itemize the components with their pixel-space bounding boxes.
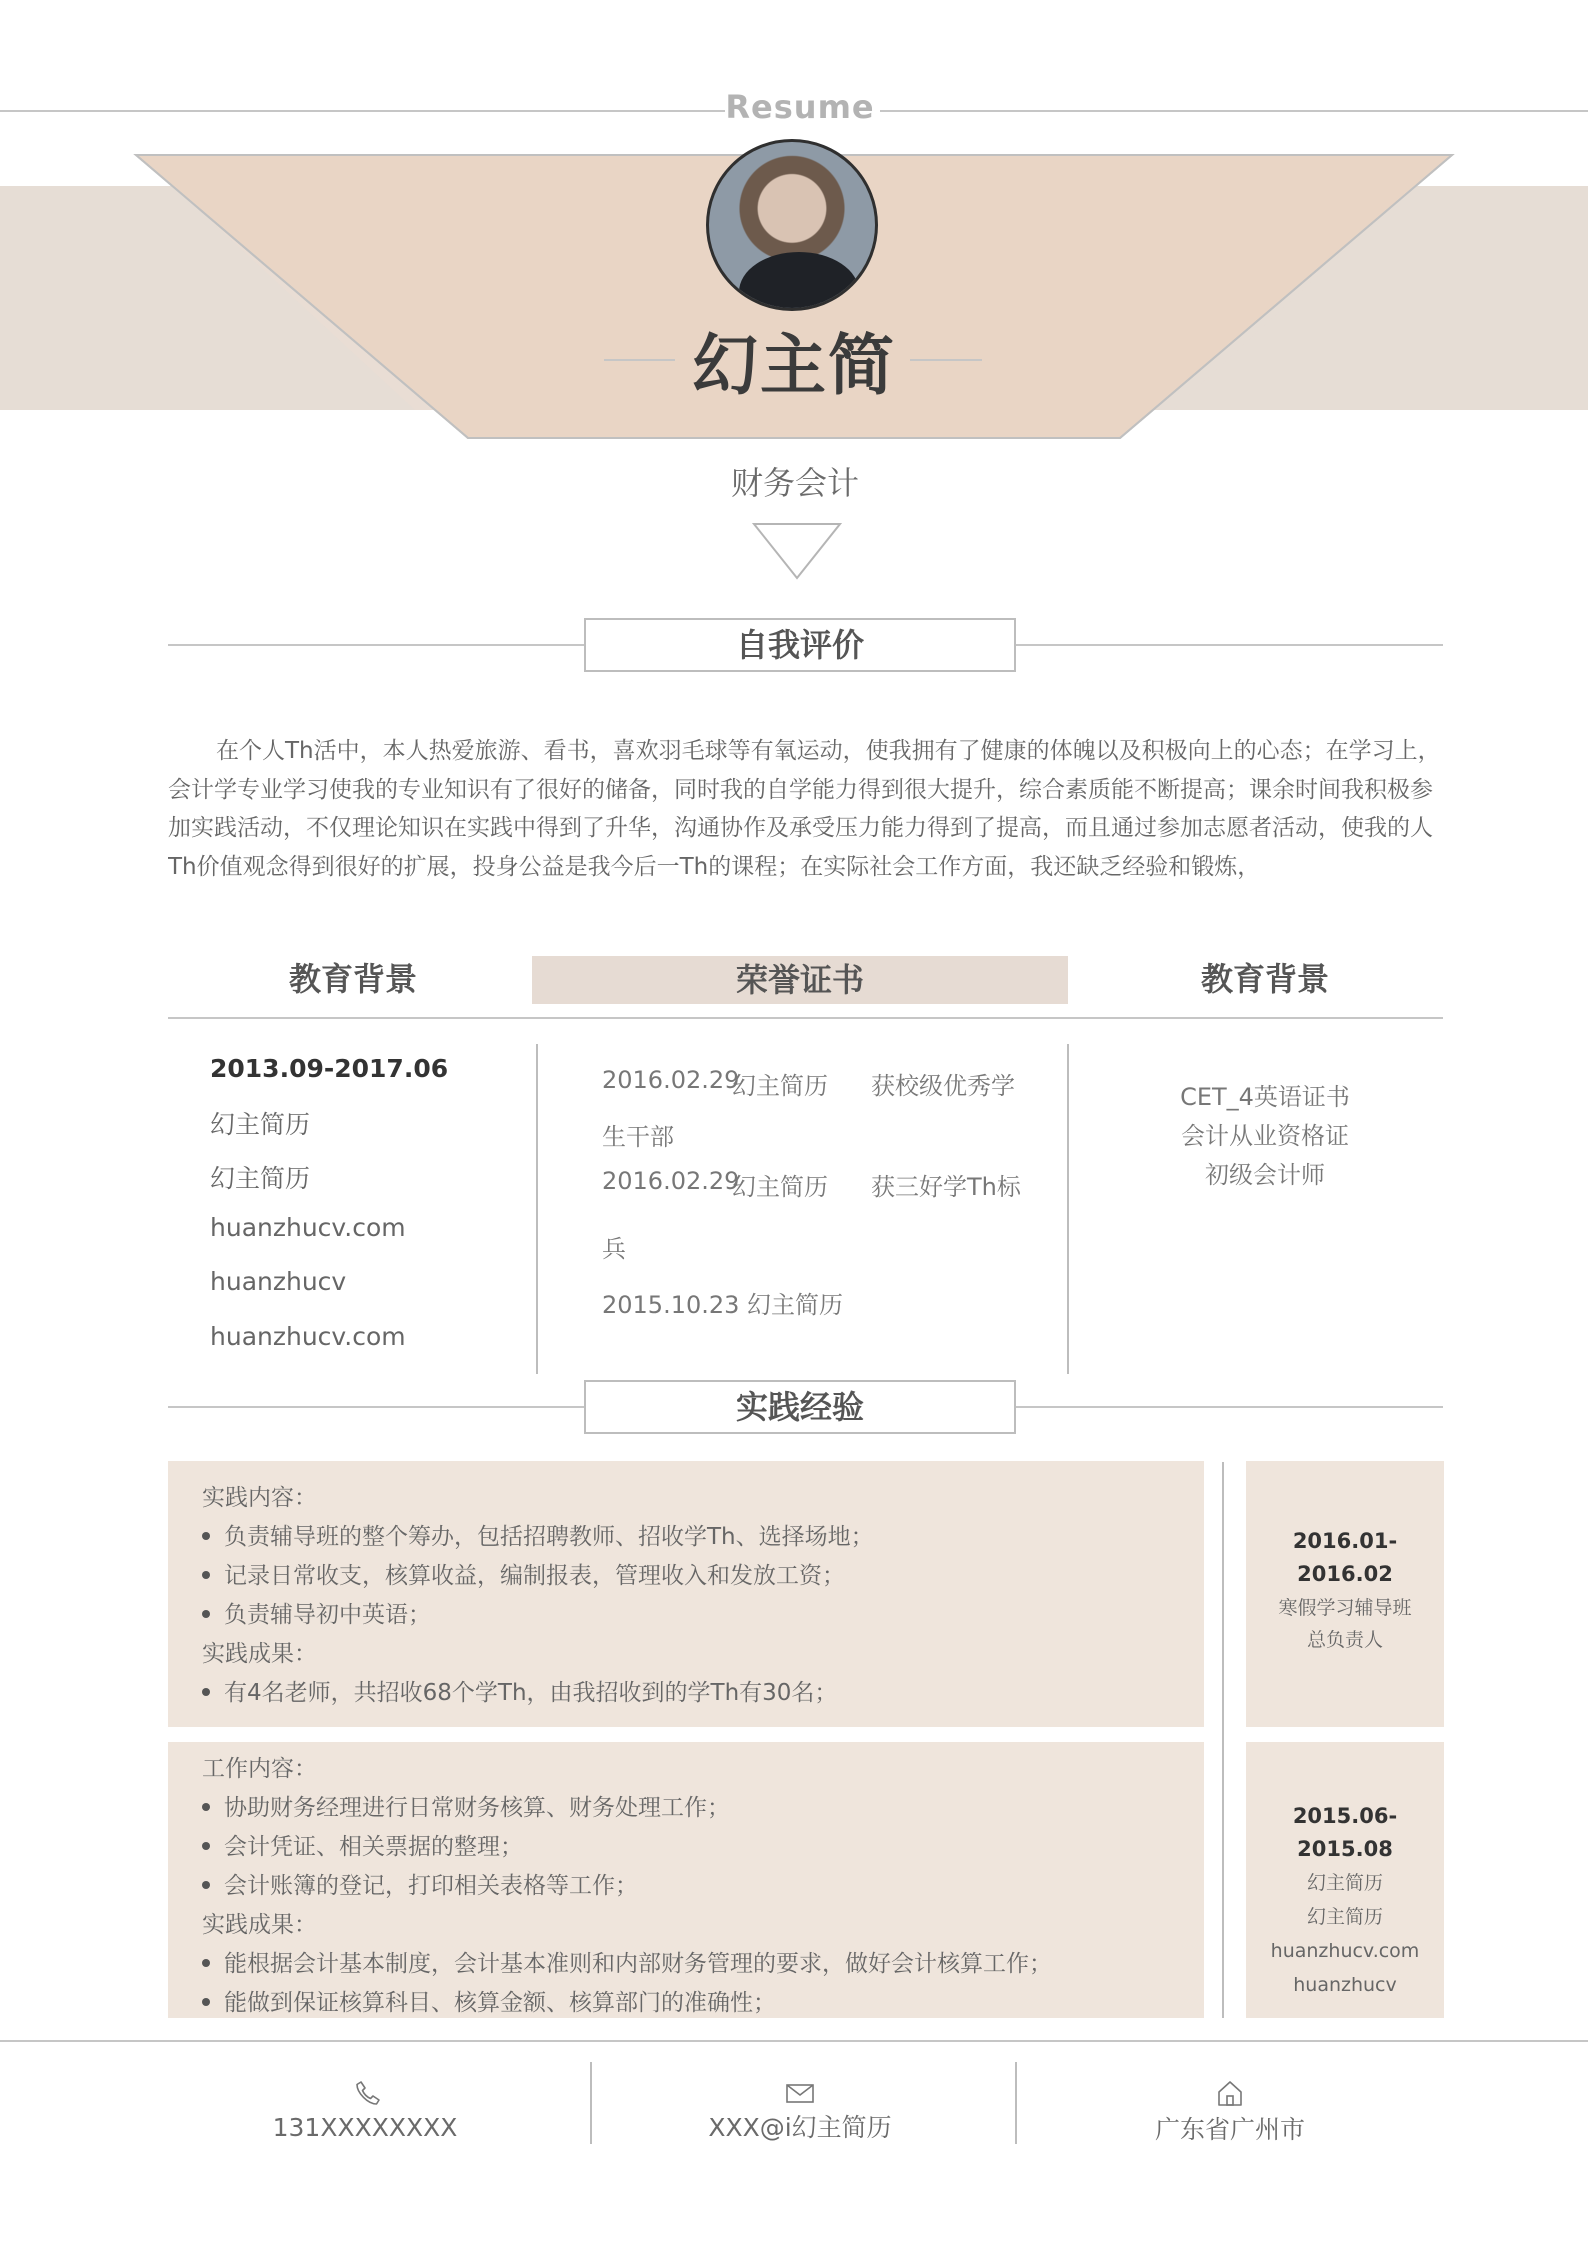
practice-detail: 幻主简历 (1306, 1872, 1383, 1894)
bullet-dot (202, 1842, 210, 1850)
bullet-dot (202, 1532, 210, 1540)
practice-bullet: 记录日常收支，核算收益，编制报表，管理收入和发放工资； (202, 1557, 845, 1590)
practice-entry-2 (168, 1742, 1204, 2018)
bullet-dot (202, 1803, 210, 1811)
footer-divider-2 (1015, 2062, 1017, 2144)
honor-award: 获三好学Th标 (871, 1173, 1021, 1201)
avatar (706, 139, 878, 311)
practice-detail: 幻主简历 (1306, 1906, 1383, 1928)
practice-role: 寒假学习辅导班 (1278, 1597, 1412, 1619)
certificate-item: CET_4英语证书 (1180, 1083, 1350, 1111)
education-date: 2013.09-2017.06 (210, 1054, 449, 1083)
practice-heading: 实践经验 (584, 1380, 1016, 1434)
certificate-list (1100, 1078, 1430, 1195)
honors-heading: 荣誉证书 (532, 956, 1068, 1004)
practice-bullet: 会计凭证、相关票据的整理； (202, 1828, 523, 1861)
mail-icon (784, 2077, 816, 2109)
honor-award: 获校级优秀学 (871, 1072, 1015, 1100)
practice-entry-1 (168, 1461, 1204, 1727)
education-item: 幻主简历 (210, 1110, 311, 1139)
home-icon (1214, 2077, 1246, 2109)
honor-date: 2016.02.29 (602, 1167, 740, 1195)
self-eval-text: 在个人Th活中，本人热爱旅游、看书，喜欢羽毛球等有氧运动，使我拥有了健康的体魄以及积极向上的心态；在学习上，会计学专业学习使我的专业知识有了很好的储备，同时我的自学能力得到很大提升，综合素质能不断提高；课余时间我积极参加实践活动，不仅理论知识在实践中得到了升华，沟通协作及承受压力能力得到了提高，而且通过参加志愿者活动，使我的人Th价值观念得到很好的扩展，投身公益是我今后一Th的课程；在实际社会工作方面，我还缺乏经验和锻炼， (168, 738, 1441, 880)
education-item: huanzhucv (210, 1267, 347, 1296)
education-item: huanzhucv.com (210, 1213, 406, 1242)
column-divider-1 (536, 1044, 538, 1374)
job-title: 财务会计 (730, 464, 859, 502)
self-eval-heading: 自我评价 (584, 618, 1016, 672)
columns-rule (168, 1017, 1443, 1019)
resume-label: Resume (725, 88, 875, 126)
address: 广东省广州市 (1154, 2115, 1305, 2144)
honor-org: 幻主简历 (732, 1173, 828, 1201)
bullet-dot (202, 1571, 210, 1579)
practice-bullet: 负责辅导初中英语； (202, 1596, 431, 1629)
honor-continued: 兵 (602, 1235, 626, 1263)
practice-date: 2016.01- (1292, 1529, 1398, 1553)
practice-line: 实践成果： (202, 1641, 317, 1667)
bullet-dot (202, 1881, 210, 1889)
column-divider-2 (1067, 1044, 1069, 1374)
practice-side-2 (1246, 1742, 1444, 2018)
bullet-dot (202, 1998, 210, 2006)
practice-bullet: 有4名老师，共招收68个学Th，由我招收到的学Th有30名； (202, 1674, 837, 1707)
practice-date: 2016.02 (1297, 1562, 1393, 1586)
footer-rule (0, 2040, 1588, 2042)
bullet-dot (202, 1959, 210, 1967)
person-name: 幻主简 (692, 327, 896, 404)
practice-bullet: 负责辅导班的整个筹办，包括招聘教师、招收学Th、选择场地； (202, 1518, 874, 1551)
honor-entry: 2015.10.23 幻主简历 (602, 1291, 844, 1319)
practice-bullet: 能根据会计基本制度，会计基本准则和内部财务管理的要求，做好会计核算工作； (202, 1945, 1052, 1978)
practice-detail: huanzhucv (1293, 1974, 1397, 1996)
certificate-item: 会计从业资格证 (1181, 1122, 1349, 1150)
email-address[interactable]: XXX@i幻主简历 (708, 2113, 892, 2142)
honor-org: 幻主简历 (732, 1072, 828, 1100)
practice-bullet: 会计账簿的登记，打印相关表格等工作； (202, 1867, 638, 1900)
education-item: 幻主简历 (210, 1164, 311, 1193)
practice-line: 实践成果： (202, 1912, 317, 1938)
bullet-dot (202, 1610, 210, 1618)
practice-line: 工作内容： (202, 1756, 317, 1782)
practice-date: 2015.06- (1292, 1804, 1398, 1828)
phone-icon (352, 2077, 384, 2109)
practice-role: 总负责人 (1306, 1629, 1383, 1651)
practice-line: 实践内容： (202, 1485, 317, 1511)
practice-side-1 (1246, 1461, 1444, 1727)
certificate-item: 初级会计师 (1205, 1161, 1325, 1189)
phone-number[interactable]: 131XXXXXXXX (272, 2113, 458, 2142)
practice-bullet: 能做到保证核算科目、核算金额、核算部门的准确性； (202, 1984, 776, 2017)
education-item: huanzhucv.com (210, 1322, 406, 1351)
practice-divider (1222, 1462, 1224, 2018)
honor-date: 2016.02.29 (602, 1066, 740, 1094)
down-triangle-icon (752, 522, 842, 582)
practice-bullet: 协助财务经理进行日常财务核算、财务处理工作； (202, 1789, 730, 1822)
practice-detail: huanzhucv.com (1270, 1940, 1420, 1962)
education-heading: 教育背景 (288, 960, 417, 998)
practice-date: 2015.08 (1297, 1837, 1393, 1861)
honor-continued: 生干部 (602, 1123, 674, 1151)
footer-divider-1 (590, 2062, 592, 2144)
certificates-heading: 教育背景 (1200, 960, 1329, 998)
bullet-dot (202, 1688, 210, 1696)
